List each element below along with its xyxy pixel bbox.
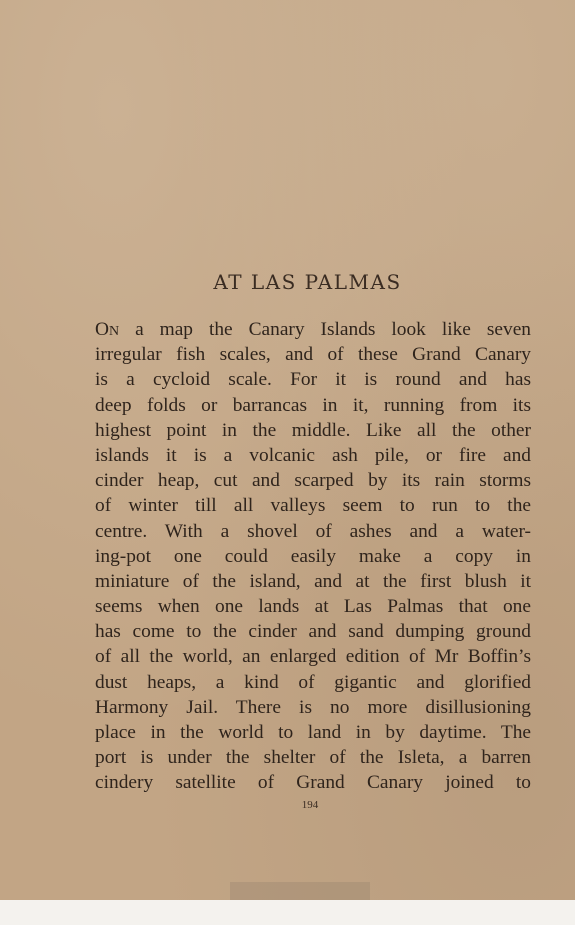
text-line: cinder heap, cut and scarped by its rain storms [95,470,531,492]
text-line: Harmony Jail. There is no more disillusioning [95,696,531,718]
text-line: On a map the Canary Islands look like seven [95,319,531,340]
text-line: cindery satellite of Grand Canary joined to [95,772,531,794]
page-number: 194 [301,799,319,811]
scan-margin [0,900,575,925]
scan-shadow [230,882,370,900]
text-line: miniature of the island, and at the first blush it [95,570,531,592]
text-line: dust heaps, a kind of gigantic and glorified [95,671,531,693]
text-line: has come to the cinder and sand dumping ground [95,621,531,643]
drop-word: On [95,319,120,340]
body-text [95,317,531,796]
text-line: ing-pot one could easily make a copy in [95,545,531,567]
text-line: port is under the shelter of the Isleta, a barren [95,747,531,769]
text-line: place in the world to land in by daytime. The [95,722,531,743]
text-line: highest point in the middle. Like all the other [95,419,531,441]
text-line: deep folds or barrancas in it, running from its [95,394,531,416]
text-line: irregular fish scales, and of these Grand Canary [95,344,531,366]
text-line: is a cycloid scale. For it is round and has [95,369,531,391]
text-line: islands it is a volcanic ash pile, or fire and [95,444,531,466]
text-line: centre. With a shovel of ashes and a water- [95,520,531,542]
text-line: of winter till all valleys seem to run to the [95,495,531,517]
text-line: seems when one lands at Las Palmas that one [95,596,531,618]
chapter-title: AT LAS PALMAS [213,270,402,294]
text-line: of all the world, an enlarged edition of Mr Boffin’s [95,646,531,668]
